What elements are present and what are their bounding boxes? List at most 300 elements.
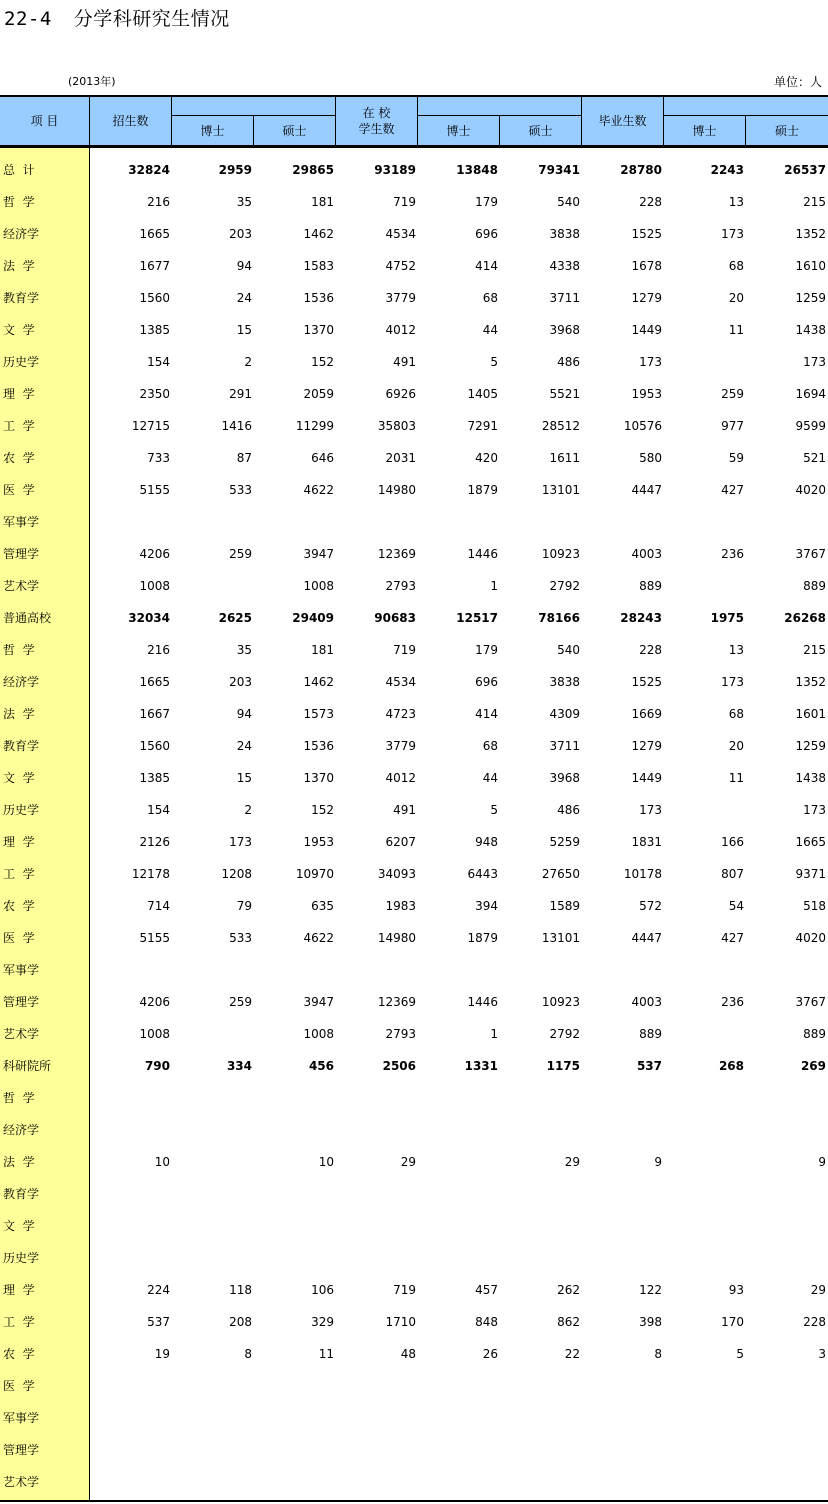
table-cell: 8 bbox=[244, 1347, 252, 1361]
table-cell: 1665 bbox=[795, 835, 826, 849]
table-row bbox=[0, 794, 828, 826]
table-cell: 4020 bbox=[795, 931, 826, 945]
table-row bbox=[0, 1018, 828, 1050]
table-cell: 215 bbox=[803, 643, 826, 657]
table-cell: 15 bbox=[236, 771, 252, 785]
table-cell: 1589 bbox=[549, 899, 580, 913]
row-label: 农 学 bbox=[3, 899, 35, 913]
table-cell: 10 bbox=[318, 1155, 334, 1169]
table-cell: 3711 bbox=[549, 291, 580, 305]
table-cell: 1975 bbox=[710, 611, 744, 625]
table-cell: 414 bbox=[475, 707, 498, 721]
table-cell: 2793 bbox=[385, 579, 416, 593]
table-cell: 533 bbox=[229, 483, 252, 497]
table-row bbox=[0, 890, 828, 922]
table-cell: 4020 bbox=[795, 483, 826, 497]
table-row bbox=[0, 826, 828, 858]
year-label: (2013年) bbox=[68, 75, 116, 88]
row-label: 历史学 bbox=[3, 355, 40, 369]
table-cell: 4338 bbox=[549, 259, 580, 273]
row-label: 经济学 bbox=[3, 675, 40, 689]
row-label: 总 计 bbox=[3, 163, 35, 177]
table-cell: 807 bbox=[721, 867, 744, 881]
table-cell: 35 bbox=[236, 643, 252, 657]
table-row bbox=[0, 1146, 828, 1178]
table-row bbox=[0, 282, 828, 314]
table-cell: 719 bbox=[393, 643, 416, 657]
row-label: 哲 学 bbox=[3, 1091, 35, 1105]
row-label: 工 学 bbox=[3, 419, 35, 433]
row-label: 军事学 bbox=[3, 963, 40, 977]
table-cell: 12715 bbox=[131, 419, 170, 433]
table-cell: 518 bbox=[803, 899, 826, 913]
table-cell: 580 bbox=[639, 451, 662, 465]
table-cell: 948 bbox=[475, 835, 498, 849]
table-cell: 3767 bbox=[795, 547, 826, 561]
table-cell: 90683 bbox=[374, 611, 416, 625]
table-title: 分学科研究生情况 bbox=[73, 8, 230, 30]
table-cell: 170 bbox=[721, 1315, 744, 1329]
table-row bbox=[0, 666, 828, 698]
table-cell: 1669 bbox=[631, 707, 662, 721]
table-cell: 228 bbox=[639, 643, 662, 657]
table-cell: 2959 bbox=[218, 163, 252, 177]
table-cell: 1259 bbox=[795, 291, 826, 305]
table-cell: 1405 bbox=[467, 387, 498, 401]
table-cell: 4309 bbox=[549, 707, 580, 721]
table-cell: 2350 bbox=[139, 387, 170, 401]
table-cell: 79341 bbox=[538, 163, 580, 177]
table-row bbox=[0, 506, 828, 538]
row-label: 文 学 bbox=[3, 771, 35, 785]
row-label: 法 学 bbox=[3, 1155, 35, 1169]
table-cell: 3968 bbox=[549, 323, 580, 337]
table-cell: 181 bbox=[311, 195, 334, 209]
table-cell: 68 bbox=[482, 291, 498, 305]
table-cell: 122 bbox=[639, 1283, 662, 1297]
table-cell: 334 bbox=[226, 1059, 252, 1073]
table-row bbox=[0, 538, 828, 570]
table-cell: 4206 bbox=[139, 995, 170, 1009]
table-cell: 11 bbox=[728, 771, 744, 785]
table-cell: 12369 bbox=[377, 995, 416, 1009]
table-cell: 1665 bbox=[139, 227, 170, 241]
table-cell: 4752 bbox=[385, 259, 416, 273]
table-cell: 2792 bbox=[549, 1027, 580, 1041]
table-cell: 93 bbox=[728, 1283, 744, 1297]
row-label: 理 学 bbox=[3, 387, 35, 401]
table-cell: 714 bbox=[147, 899, 170, 913]
table-row bbox=[0, 1338, 828, 1370]
table-number: 22-4 bbox=[4, 8, 52, 30]
table-cell: 259 bbox=[721, 387, 744, 401]
header-enrolled-master: 硕士 bbox=[500, 116, 582, 146]
table-cell: 398 bbox=[639, 1315, 662, 1329]
table-cell: 1462 bbox=[303, 675, 334, 689]
table-cell: 3779 bbox=[385, 739, 416, 753]
table-cell: 259 bbox=[229, 547, 252, 561]
table-cell: 6207 bbox=[385, 835, 416, 849]
table-cell: 5155 bbox=[139, 931, 170, 945]
table-cell: 1208 bbox=[221, 867, 252, 881]
table-row bbox=[0, 218, 828, 250]
table-cell: 1331 bbox=[464, 1059, 498, 1073]
table-cell: 1573 bbox=[303, 707, 334, 721]
table-cell: 537 bbox=[147, 1315, 170, 1329]
table-cell: 1446 bbox=[467, 995, 498, 1009]
table-cell: 224 bbox=[147, 1283, 170, 1297]
header-enrolled-spacer bbox=[418, 97, 582, 116]
table-cell: 291 bbox=[229, 387, 252, 401]
table-cell: 216 bbox=[147, 195, 170, 209]
table-cell: 1352 bbox=[795, 675, 826, 689]
row-label: 医 学 bbox=[3, 483, 35, 497]
table-cell: 173 bbox=[803, 803, 826, 817]
table-cell: 3838 bbox=[549, 227, 580, 241]
table-cell: 1008 bbox=[139, 579, 170, 593]
header-bottom-rule bbox=[0, 146, 828, 148]
table-cell: 236 bbox=[721, 547, 744, 561]
table-cell: 26 bbox=[482, 1347, 498, 1361]
table-cell: 216 bbox=[147, 643, 170, 657]
table-cell: 78166 bbox=[538, 611, 580, 625]
table-cell: 1953 bbox=[631, 387, 662, 401]
table-cell: 1385 bbox=[139, 323, 170, 337]
table-cell: 13 bbox=[728, 643, 744, 657]
row-label: 教育学 bbox=[3, 291, 40, 305]
table-cell: 59 bbox=[728, 451, 744, 465]
table-cell: 1601 bbox=[795, 707, 826, 721]
table-cell: 11 bbox=[728, 323, 744, 337]
table-cell: 106 bbox=[311, 1283, 334, 1297]
table-cell: 1438 bbox=[795, 323, 826, 337]
table-cell: 696 bbox=[475, 227, 498, 241]
table-cell: 10970 bbox=[295, 867, 334, 881]
table-row bbox=[0, 410, 828, 442]
row-label: 文 学 bbox=[3, 1219, 35, 1233]
table-cell: 1175 bbox=[546, 1059, 580, 1073]
table-row bbox=[0, 378, 828, 410]
table-cell: 1583 bbox=[303, 259, 334, 273]
table-cell: 28780 bbox=[620, 163, 662, 177]
row-label: 科研院所 bbox=[3, 1059, 52, 1073]
table-cell: 13101 bbox=[541, 483, 580, 497]
table-cell: 87 bbox=[236, 451, 252, 465]
row-label: 艺术学 bbox=[3, 1027, 40, 1041]
table-cell: 521 bbox=[803, 451, 826, 465]
table-row bbox=[0, 1370, 828, 1402]
table-cell: 2031 bbox=[385, 451, 416, 465]
table-cell: 5 bbox=[736, 1347, 744, 1361]
table-cell: 1536 bbox=[303, 291, 334, 305]
table-cell: 12178 bbox=[131, 867, 170, 881]
table-cell: 152 bbox=[311, 803, 334, 817]
table-row bbox=[0, 858, 828, 890]
table-row bbox=[0, 346, 828, 378]
table-cell: 68 bbox=[482, 739, 498, 753]
unit-label: 单位：人 bbox=[773, 75, 822, 89]
table-cell: 1438 bbox=[795, 771, 826, 785]
table-cell: 457 bbox=[475, 1283, 498, 1297]
table-cell: 790 bbox=[144, 1059, 170, 1073]
table-cell: 977 bbox=[721, 419, 744, 433]
table-cell: 3767 bbox=[795, 995, 826, 1009]
table-cell: 14980 bbox=[377, 931, 416, 945]
table-cell: 1279 bbox=[631, 291, 662, 305]
table-cell: 173 bbox=[229, 835, 252, 849]
table-cell: 173 bbox=[639, 803, 662, 817]
row-label: 管理学 bbox=[3, 995, 40, 1009]
header-enroll-master: 硕士 bbox=[254, 116, 336, 146]
table-cell: 1879 bbox=[467, 931, 498, 945]
table-cell: 3947 bbox=[303, 547, 334, 561]
table-cell: 646 bbox=[311, 451, 334, 465]
table-cell: 572 bbox=[639, 899, 662, 913]
table-cell: 4723 bbox=[385, 707, 416, 721]
row-label: 农 学 bbox=[3, 1347, 35, 1361]
table-cell: 1953 bbox=[303, 835, 334, 849]
row-label: 农 学 bbox=[3, 451, 35, 465]
row-label: 教育学 bbox=[3, 739, 40, 753]
table-cell: 1370 bbox=[303, 323, 334, 337]
row-label: 法 学 bbox=[3, 707, 35, 721]
table-cell: 533 bbox=[229, 931, 252, 945]
table-cell: 20 bbox=[728, 739, 744, 753]
table-row bbox=[0, 986, 828, 1018]
table-cell: 9 bbox=[654, 1155, 662, 1169]
table-cell: 1462 bbox=[303, 227, 334, 241]
table-cell: 22 bbox=[564, 1347, 580, 1361]
table-cell: 166 bbox=[721, 835, 744, 849]
table-cell: 1 bbox=[490, 1027, 498, 1041]
table-cell: 4447 bbox=[631, 931, 662, 945]
table-cell: 203 bbox=[229, 675, 252, 689]
table-row bbox=[0, 1274, 828, 1306]
table-cell: 4447 bbox=[631, 483, 662, 497]
row-label: 医 学 bbox=[3, 1379, 35, 1393]
table-row bbox=[0, 186, 828, 218]
table-row bbox=[0, 250, 828, 282]
table-cell: 1831 bbox=[631, 835, 662, 849]
table-cell: 26268 bbox=[784, 611, 826, 625]
table-cell: 12369 bbox=[377, 547, 416, 561]
table-cell: 4012 bbox=[385, 771, 416, 785]
table-row bbox=[0, 1210, 828, 1242]
table-cell: 54 bbox=[728, 899, 744, 913]
table-cell: 719 bbox=[393, 195, 416, 209]
row-label: 文 学 bbox=[3, 323, 35, 337]
row-label: 哲 学 bbox=[3, 643, 35, 657]
table-cell: 537 bbox=[636, 1059, 662, 1073]
table-cell: 889 bbox=[639, 1027, 662, 1041]
table-cell: 181 bbox=[311, 643, 334, 657]
table-cell: 9 bbox=[818, 1155, 826, 1169]
table-cell: 34093 bbox=[377, 867, 416, 881]
table-cell: 2243 bbox=[710, 163, 744, 177]
header-item: 项 目 bbox=[0, 97, 90, 146]
table-row bbox=[0, 634, 828, 666]
table-row bbox=[0, 154, 828, 186]
table-row bbox=[0, 730, 828, 762]
table-cell: 4534 bbox=[385, 227, 416, 241]
table-cell: 6443 bbox=[467, 867, 498, 881]
table-row bbox=[0, 762, 828, 794]
table-row bbox=[0, 1242, 828, 1274]
table-cell: 179 bbox=[475, 195, 498, 209]
row-label: 工 学 bbox=[3, 1315, 35, 1329]
table-cell: 173 bbox=[639, 355, 662, 369]
row-label: 管理学 bbox=[3, 1443, 40, 1457]
table-cell: 491 bbox=[393, 355, 416, 369]
table-cell: 1385 bbox=[139, 771, 170, 785]
row-label: 教育学 bbox=[3, 1187, 40, 1201]
table-row bbox=[0, 1466, 828, 1498]
table-cell: 32824 bbox=[128, 163, 170, 177]
table-cell: 2059 bbox=[303, 387, 334, 401]
table-cell: 3 bbox=[818, 1347, 826, 1361]
table-cell: 13 bbox=[728, 195, 744, 209]
table-cell: 173 bbox=[721, 675, 744, 689]
table-row bbox=[0, 314, 828, 346]
table-cell: 1449 bbox=[631, 323, 662, 337]
table-cell: 269 bbox=[800, 1059, 826, 1073]
table-cell: 228 bbox=[639, 195, 662, 209]
table-cell: 15 bbox=[236, 323, 252, 337]
table-bottom-rule bbox=[0, 1500, 828, 1502]
table-cell: 1610 bbox=[795, 259, 826, 273]
table-cell: 208 bbox=[229, 1315, 252, 1329]
row-label: 军事学 bbox=[3, 515, 40, 529]
table-cell: 456 bbox=[308, 1059, 334, 1073]
table-cell: 1449 bbox=[631, 771, 662, 785]
row-label: 历史学 bbox=[3, 803, 40, 817]
table-cell: 27650 bbox=[541, 867, 580, 881]
row-label: 理 学 bbox=[3, 1283, 35, 1297]
table-cell: 10 bbox=[154, 1155, 170, 1169]
table-cell: 696 bbox=[475, 675, 498, 689]
table-cell: 12517 bbox=[456, 611, 498, 625]
table-cell: 259 bbox=[229, 995, 252, 1009]
row-label: 哲 学 bbox=[3, 195, 35, 209]
table-cell: 1525 bbox=[631, 675, 662, 689]
row-label: 军事学 bbox=[3, 1411, 40, 1425]
table-cell: 29 bbox=[810, 1283, 826, 1297]
table-cell: 394 bbox=[475, 899, 498, 913]
table-cell: 10923 bbox=[541, 547, 580, 561]
header-enrolled: 在 校 学生数 bbox=[336, 97, 418, 146]
table-cell: 29 bbox=[400, 1155, 416, 1169]
table-row bbox=[0, 922, 828, 954]
row-label: 理 学 bbox=[3, 835, 35, 849]
table-cell: 29865 bbox=[292, 163, 334, 177]
table-cell: 4206 bbox=[139, 547, 170, 561]
table-row bbox=[0, 602, 828, 634]
table-cell: 889 bbox=[803, 1027, 826, 1041]
table-cell: 9599 bbox=[795, 419, 826, 433]
header-enroll: 招生数 bbox=[90, 97, 172, 146]
header-enroll-spacer bbox=[172, 97, 336, 116]
table-cell: 1008 bbox=[303, 1027, 334, 1041]
row-label: 工 学 bbox=[3, 867, 35, 881]
table-cell: 6926 bbox=[385, 387, 416, 401]
table-cell: 4622 bbox=[303, 931, 334, 945]
table-row bbox=[0, 570, 828, 602]
table-cell: 1446 bbox=[467, 547, 498, 561]
table-cell: 719 bbox=[393, 1283, 416, 1297]
table-cell: 118 bbox=[229, 1283, 252, 1297]
table-cell: 11 bbox=[318, 1347, 334, 1361]
table-row bbox=[0, 474, 828, 506]
table-cell: 8 bbox=[654, 1347, 662, 1361]
row-label: 法 学 bbox=[3, 259, 35, 273]
header-graduates-spacer bbox=[664, 97, 828, 116]
table-cell: 68 bbox=[728, 707, 744, 721]
table-row bbox=[0, 1050, 828, 1082]
table-cell: 1694 bbox=[795, 387, 826, 401]
table-cell: 1560 bbox=[139, 291, 170, 305]
table-cell: 20 bbox=[728, 291, 744, 305]
table-cell: 28243 bbox=[620, 611, 662, 625]
table-cell: 1416 bbox=[221, 419, 252, 433]
row-label: 普通高校 bbox=[3, 611, 52, 625]
table-cell: 889 bbox=[639, 579, 662, 593]
table-row bbox=[0, 1114, 828, 1146]
table-cell: 10576 bbox=[623, 419, 662, 433]
table-cell: 228 bbox=[803, 1315, 826, 1329]
table-cell: 329 bbox=[311, 1315, 334, 1329]
table-cell: 203 bbox=[229, 227, 252, 241]
table-cell: 4003 bbox=[631, 547, 662, 561]
table-cell: 32034 bbox=[128, 611, 170, 625]
table-cell: 24 bbox=[236, 291, 252, 305]
table-cell: 2 bbox=[244, 355, 252, 369]
table-cell: 13101 bbox=[541, 931, 580, 945]
table-cell: 236 bbox=[721, 995, 744, 1009]
row-label: 医 学 bbox=[3, 931, 35, 945]
table-cell: 268 bbox=[718, 1059, 744, 1073]
row-label: 历史学 bbox=[3, 1251, 40, 1265]
table-cell: 1710 bbox=[385, 1315, 416, 1329]
table-row bbox=[0, 1306, 828, 1338]
table-cell: 173 bbox=[721, 227, 744, 241]
row-label: 经济学 bbox=[3, 1123, 40, 1137]
table-cell: 154 bbox=[147, 803, 170, 817]
table-cell: 540 bbox=[557, 643, 580, 657]
table-row bbox=[0, 1178, 828, 1210]
table-cell: 1008 bbox=[303, 579, 334, 593]
table-cell: 154 bbox=[147, 355, 170, 369]
table-cell: 4003 bbox=[631, 995, 662, 1009]
table-cell: 1677 bbox=[139, 259, 170, 273]
table-cell: 19 bbox=[154, 1347, 170, 1361]
table-cell: 1525 bbox=[631, 227, 662, 241]
table-cell: 3838 bbox=[549, 675, 580, 689]
table-cell: 1 bbox=[490, 579, 498, 593]
table-cell: 2506 bbox=[382, 1059, 416, 1073]
table-cell: 486 bbox=[557, 355, 580, 369]
header-enroll-phd: 博士 bbox=[172, 116, 254, 146]
row-label: 管理学 bbox=[3, 547, 40, 561]
table-cell: 7291 bbox=[467, 419, 498, 433]
table-row bbox=[0, 698, 828, 730]
table-cell: 2792 bbox=[549, 579, 580, 593]
table-cell: 10178 bbox=[623, 867, 662, 881]
table-cell: 173 bbox=[803, 355, 826, 369]
table-cell: 1279 bbox=[631, 739, 662, 753]
table-cell: 862 bbox=[557, 1315, 580, 1329]
table-cell: 215 bbox=[803, 195, 826, 209]
header-graduates: 毕业生数 bbox=[582, 97, 664, 146]
